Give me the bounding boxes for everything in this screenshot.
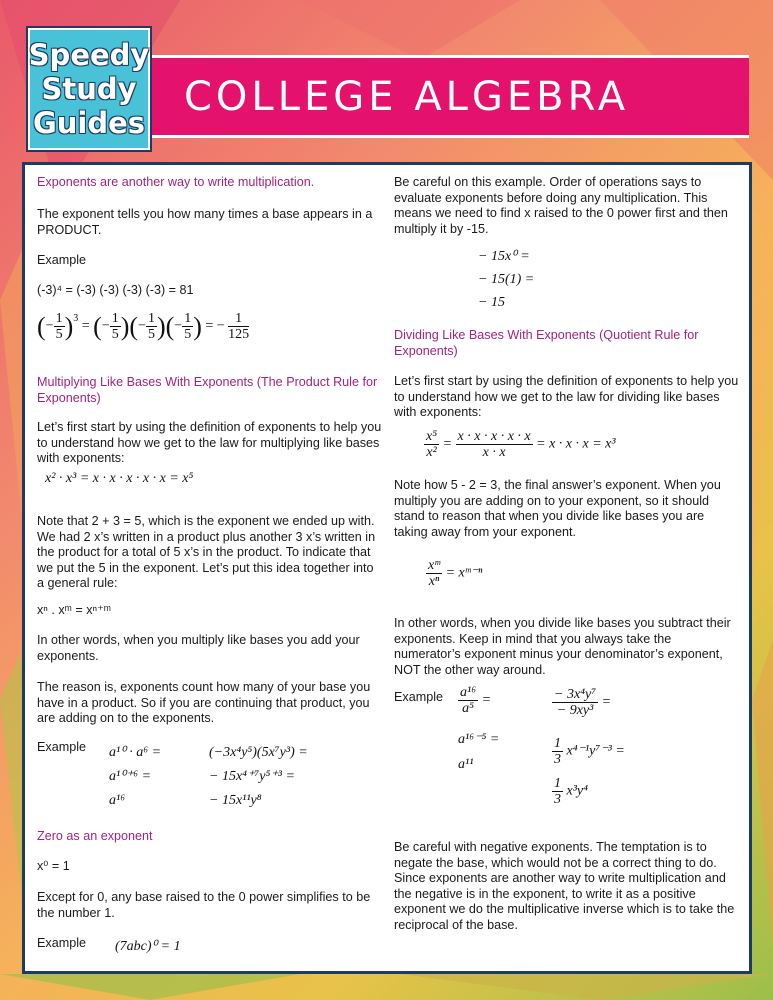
example-step: $\frac{1}{3}$ x⁴⁻¹y⁷⁻³ = <box>554 736 625 767</box>
zero-example: (7abc)⁰ = 1 <box>115 939 181 954</box>
logo-line-3: Guides <box>32 106 146 140</box>
example-label: Example <box>37 936 86 950</box>
example-step: a¹⁰ · a⁶ = <box>109 745 162 760</box>
heading-zero-exponent: Zero as an exponent <box>37 829 153 843</box>
paragraph: Except for 0, any base raised to the 0 power simplifies to be the number 1. <box>37 890 371 920</box>
paragraph: Be careful on this example. Order of operations says to evaluate exponents before doing any multiplication. This means we need to find x raised to the 0 power first and then multiply it by -15. <box>394 175 728 236</box>
example-step: a¹⁶⁻⁵ = <box>458 732 500 747</box>
quotient-rule: $\frac{\text{xᵐ}}{\text{xⁿ}}$ = xᵐ⁻ⁿ <box>428 558 483 589</box>
zero-rule: x⁰ = 1 <box>37 859 70 873</box>
paragraph: Note that 2 + 3 = 5, which is the exponent we ended up with. We had 2 x’s written in a product plus another 3 x’s written in the product for a total of 5 x’s in the product. To indicate that we put the 5 in the exponent. Let’s put this idea together into a general rule: <box>37 514 376 590</box>
heading-product-rule: Multiplying Like Bases With Exponents (The Product Rule for Exponents) <box>37 375 378 405</box>
example-step: − 15x⁴⁺⁷y⁵⁺³ = <box>209 769 295 784</box>
example-step: a¹⁶ <box>109 793 126 808</box>
example-step: $\frac{\text{a¹⁶}}{\text{a⁵}}$ = <box>460 685 492 716</box>
quotient-definition: $\frac{\text{x⁵}}{\text{x²}}$ = $\frac{x \cdot x \cdot x \cdot x \cdot x}{x \cdot x}$ = x · x · x = x³ <box>426 429 616 460</box>
logo-line-2: Study <box>41 72 137 106</box>
paragraph: The reason is, exponents count how many of your base you have in a product. So if you are continuing that product, you are adding on to the exponents. <box>37 680 371 725</box>
example-step: a¹¹ <box>458 757 474 772</box>
product-rule: xⁿ . xᵐ = xⁿ⁺ᵐ <box>37 603 112 617</box>
example-negative-three: (-3)⁴ = (-3) (-3) (-3) (-3) = 81 <box>37 283 194 297</box>
paragraph: The exponent tells you how many times a base appears in a PRODUCT. <box>37 207 373 237</box>
example-step: $\frac{\text{− 3x⁴y⁷}}{\text{− 9xy³}}$ = <box>554 687 612 718</box>
product-definition: x² · x³ = x · x · x · x · x = x⁵ <box>45 471 194 486</box>
example-step: − 15x¹¹y⁸ <box>209 793 262 808</box>
heading-quotient-rule: Dividing Like Bases With Exponents (Quotient Rule for Exponents) <box>394 328 699 358</box>
paragraph: Note how 5 - 2 = 3, the final answer’s exponent. When you multiply you are adding on to your exponent, so it should stand to reason that when you divide like bases you are taking away from your exponent. <box>394 478 721 539</box>
heading-exponents: Exponents are another way to write multiplication. <box>37 175 315 189</box>
paragraph: In other words, when you divide like bases you subtract their exponents. Keep in mind that you always take the numerator’s exponent minus your denominator’s exponent, NOT the other way around. <box>394 616 731 677</box>
fraction-example: (− $\frac{1}{5}$ )$^3$ = (− $\frac{1}{5}$ )(− $\frac{1}{5}$ )(− $\frac{1}{5}$ ) = − $\frac{1}{125}$ <box>37 311 250 342</box>
paragraph: In other words, when you multiply like bases you add your exponents. <box>37 633 360 663</box>
example-step: − 15 <box>478 295 505 310</box>
example-step: $\frac{1}{3}$ x³y⁴ <box>554 776 588 807</box>
page-title: COLLEGE ALGEBRA <box>184 73 630 120</box>
paragraph: Let’s first start by using the definition of exponents to help you to understand how we get to the law for multiplying like bases with exponents: <box>37 420 382 465</box>
example-step: − 15x⁰ = <box>478 249 530 264</box>
brand-logo <box>26 26 152 152</box>
paragraph: Be careful with negative exponents. The temptation is to negate the base, which would not be a correct thing to do. Since exponents are another way to write multiplication and the negative is in the exponent, to write it as a positive exponent we do the multiplicative inverse which is to take the reciprocal of the base. <box>394 840 735 932</box>
example-step: a¹⁰⁺⁶ = <box>109 769 152 784</box>
example-label: Example <box>37 253 86 267</box>
logo-line-1: Speedy <box>28 38 150 72</box>
example-step: (−3x⁴y⁵)(5x⁷y³) = <box>209 745 308 760</box>
paragraph: Let’s first start by using the definition of exponents to help you to understand how we get to the law for dividing like bases with exponents: <box>394 374 739 419</box>
content-panel <box>22 162 752 974</box>
example-label: Example <box>37 740 86 754</box>
example-label: Example <box>394 690 443 704</box>
title-banner <box>152 55 749 138</box>
example-step: − 15(1) = <box>478 272 535 287</box>
